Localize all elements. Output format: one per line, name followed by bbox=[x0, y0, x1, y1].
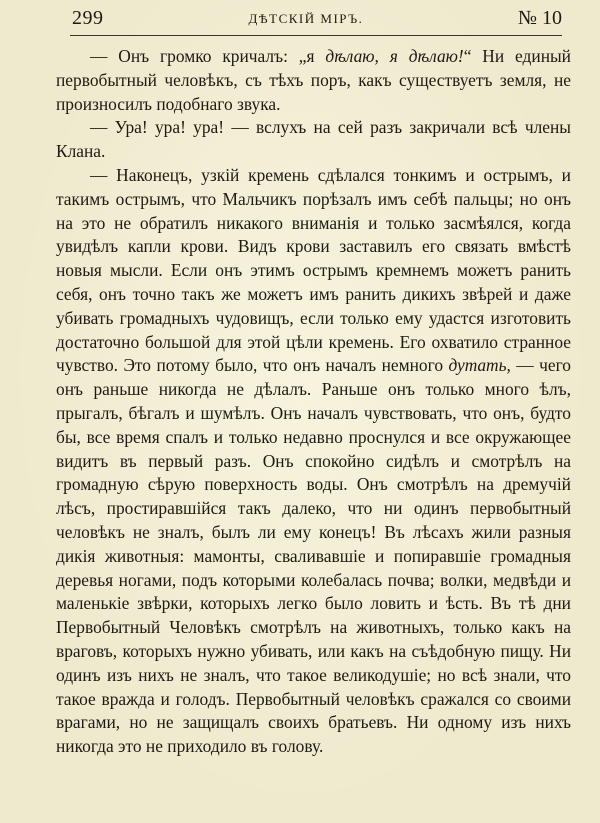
paragraph-1 bbox=[56, 45, 571, 116]
header-rule bbox=[70, 35, 562, 36]
page-header bbox=[50, 7, 562, 33]
paragraph-2 bbox=[56, 116, 571, 164]
paragraph-2-text: — Ура! ура! ура! — вслухъ на сей разъ закричали всѣ члены Клана. bbox=[56, 117, 571, 162]
issue-number: № 10 bbox=[517, 7, 562, 29]
paragraph-3-emphasis: дуmать, bbox=[448, 355, 511, 376]
paragraph-3-text-cont: — чего онъ раньше никогда не дѣлалъ. Раньше онъ только много ѣлъ, прыгалъ, бѣгалъ и шумѣлъ. Онъ началъ чувствовать, что онъ, будто бы, все время спалъ и только недавно проснулся и все окружающее видитъ въ первый разъ. Онъ спокойно сидѣлъ и смотрѣлъ на громадную сѣрую поверхность воды. Онъ смотрѣлъ на дремучій лѣсъ, простиравшійся такъ далеко, что ни одинъ первобытный человѣкъ не зналъ, былъ ли ему конецъ! Въ лѣсахъ жили разныя дикія животныя: мамонты, сваливавшіе и попиравшіе громадныя деревья ногами, подъ которыми колебалась почва; волки, медвѣди и маленькіе звѣрки, которыхъ легко было ловить и ѣсть. Въ тѣ дни Первобытный Человѣкъ смотрѣлъ на животныхъ, только какъ на враговъ, которыхъ нужно убивать, или какъ на съѣдобную пищу. Ни одинъ изъ нихъ не зналъ, что такое великодушіе; но всѣ знали, что такое вражда и голодъ. Первобытный человѣкъ сражался со своими врагами, но не защищалъ своихъ братьевъ. Ни одному изъ нихъ никогда это не приходило въ голову. bbox=[56, 355, 571, 757]
paragraph-1-text-cont: “ Ни единый первобытный человѣкъ, съ тѣхъ поръ, какъ существуетъ земля, не произносилъ подобнаго звука. bbox=[56, 46, 571, 114]
body-text bbox=[56, 45, 571, 759]
page-number: 299 bbox=[72, 7, 104, 29]
paragraph-3 bbox=[56, 164, 571, 759]
running-title: ДѢТСКІЙ МІРЪ. bbox=[248, 11, 364, 26]
paragraph-3-text: — Наконецъ, узкій кремень сдѣлался тонкимъ и острымъ, и такимъ острымъ, что Мальчикъ порѣзалъ имъ себѣ пальцы; но онъ на это не обратилъ никакого вниманія и только засмѣялся, когда увидѣлъ капли крови. Видъ крови заставилъ его связать вмѣстѣ новыя мысли. Если онъ этимъ острымъ кремнемъ можетъ ранить себя, онъ точно такъ же можетъ имъ ранить дикихъ звѣрей и даже убивать громадныхъ чудовищъ, если только ему удастся изготовить достаточно большой для этой цѣли кремень. Его охватило странное чувство. Это потому было, что онъ началъ немного bbox=[56, 164, 571, 376]
paragraph-1-text: — Онъ громко кричалъ: „я bbox=[90, 46, 326, 66]
paragraph-1-emphasis: дѣлаю, я дѣлаю! bbox=[325, 46, 464, 66]
